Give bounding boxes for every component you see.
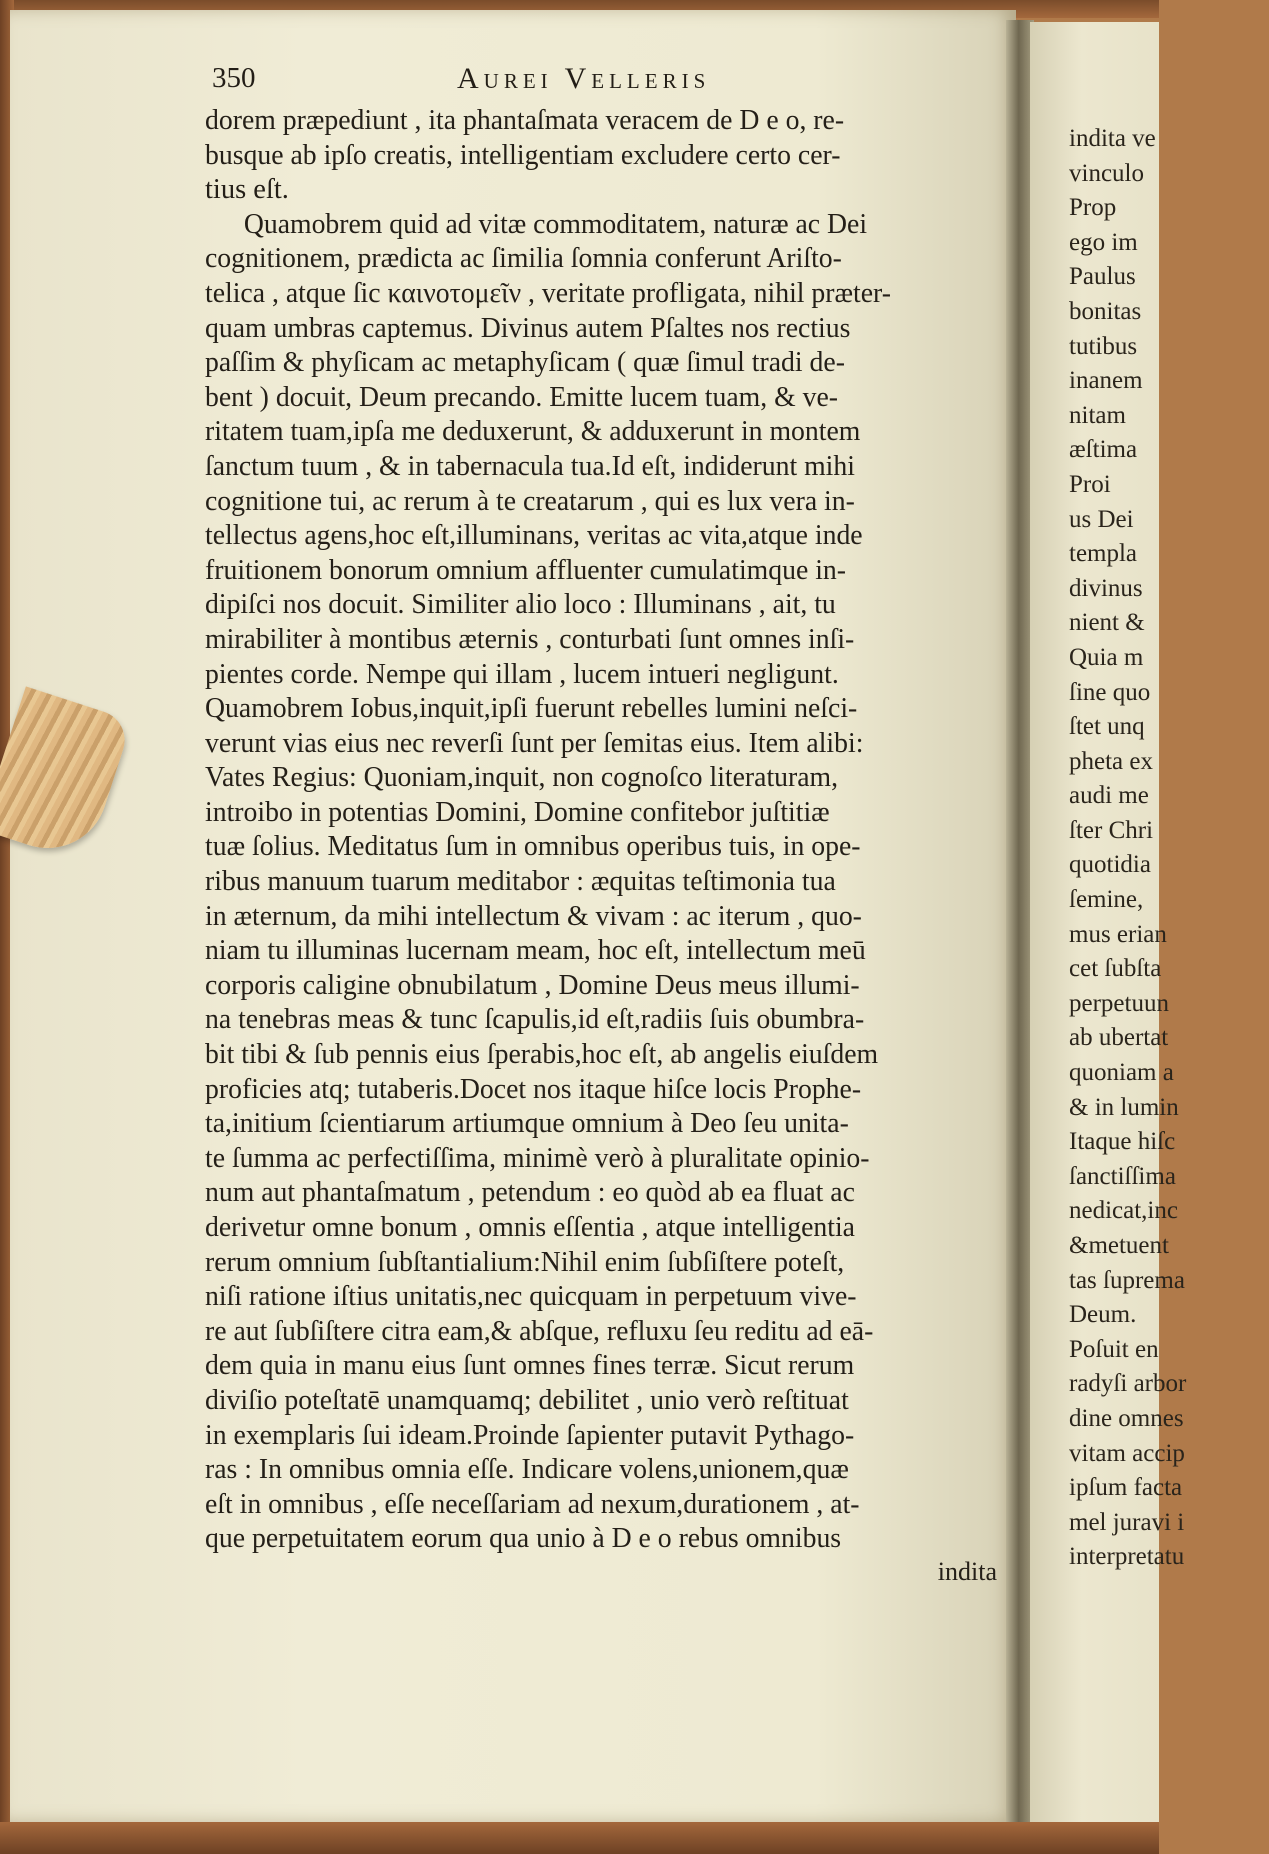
- text-line: niſi ratione iſtius unitatis,nec quicquam in perpetuum vive-: [205, 1281, 857, 1313]
- text-line: nient &: [1069, 609, 1145, 637]
- text-line: tius eſt.: [205, 174, 289, 206]
- text-line: templa: [1069, 540, 1138, 568]
- catchword: indita: [937, 1556, 997, 1586]
- text-line: dipiſci nos docuit. Similiter alio loco : Illuminans , ait, tu: [205, 589, 836, 621]
- text-line: proficies atq; tutaberis.Docet nos itaque hiſce locis Prophe-: [205, 1073, 862, 1105]
- text-line: Quia m: [1069, 643, 1144, 671]
- text-line: rerum omnium ſubſtantialium:Nihil enim ſubſiſtere poteſt,: [205, 1246, 845, 1278]
- text-line: Quamobrem quid ad vitæ commoditatem, naturæ ac Dei: [243, 208, 868, 240]
- text-line: mus erian: [1069, 920, 1167, 948]
- text-line: Vates Regius: Quoniam,inquit, non cognoſco literaturam,: [205, 762, 839, 794]
- text-line: quoniam a: [1069, 1059, 1174, 1087]
- text-line: æſtima: [1069, 436, 1138, 464]
- text-line: vitam accip: [1069, 1439, 1185, 1467]
- text-line: cet ſubſta: [1069, 955, 1162, 983]
- text-line: indita ve: [1069, 125, 1156, 152]
- text-line: interpretatu: [1069, 1543, 1185, 1571]
- text-line: ta,initium ſcientiarum artiumque omnium à Deo ſeu unita-: [205, 1108, 849, 1140]
- text-line: nedicat,inc: [1069, 1197, 1178, 1225]
- text-line: busque ab ipſo creatis, intelligentiam excludere certo cer-: [205, 139, 841, 171]
- text-line: cognitionem, prædicta ac ſimilia ſomnia conferunt Ariſto-: [205, 243, 842, 275]
- text-line: Prop: [1069, 194, 1117, 222]
- text-line: ſtet unq: [1069, 713, 1145, 741]
- text-line: radyſi arbor: [1069, 1370, 1187, 1398]
- text-line: ſanctiſſima: [1069, 1162, 1176, 1190]
- text-line: que perpetuitatem eorum qua unio à D e o rebus omnibus: [205, 1523, 842, 1555]
- text-line: tellectus agens,hoc eſt,illuminans, veritas ac vita,atque inde: [205, 520, 863, 552]
- text-line: vinculo: [1069, 159, 1144, 187]
- text-line: mirabiliter à montibus æternis , conturbati ſunt omnes inſi-: [205, 623, 855, 655]
- right-page-text: [1069, 122, 1269, 1575]
- text-line: derivetur omne bonum , omnis eſſentia , atque intelligentia: [205, 1212, 855, 1243]
- text-line: quotidia: [1069, 851, 1151, 879]
- text-line: tutibus: [1069, 332, 1138, 360]
- text-line: tuæ ſolius. Meditatus ſum in omnibus operibus tuis, in ope-: [205, 831, 861, 863]
- running-title: Aurei Velleris: [457, 62, 711, 95]
- text-line: audi me: [1069, 782, 1149, 810]
- text-line: mel juravi i: [1069, 1508, 1185, 1536]
- text-line: Poſuit en: [1069, 1335, 1159, 1363]
- text-line: telica , atque ſic καινοτομεῖν , veritate profligata, nihil præter-: [205, 277, 891, 309]
- text-line: nitam: [1069, 401, 1126, 429]
- text-line: Itaque hiſc: [1069, 1128, 1176, 1156]
- text-line: quam umbras captemus. Divinus autem Pſaltes nos rectius: [205, 312, 851, 344]
- text-line: ab ubertat: [1069, 1024, 1169, 1052]
- text-line: bonitas: [1069, 297, 1142, 325]
- text-line: paſſim & phyſicam ac metaphyſicam ( quæ ſimul tradi de-: [205, 347, 845, 379]
- text-line: dorem præpediunt , ita phantaſmata veracem de D e o, re-: [205, 105, 845, 136]
- text-line: bent ) docuit, Deum precando. Emitte lucem tuam, & ve-: [205, 381, 838, 413]
- left-page-text: [205, 104, 1017, 1587]
- text-line: ipſum facta: [1069, 1474, 1183, 1502]
- page-header: [212, 62, 1012, 102]
- text-line: in æternum, da mihi intellectum & vivam : ac iterum , quo-: [205, 900, 862, 932]
- text-line: in exemplaris ſui ideam.Proinde ſapienter putavit Pythago-: [205, 1419, 855, 1451]
- text-line: cognitione tui, ac rerum à te creatarum , qui es lux vera in-: [205, 485, 855, 517]
- text-line: ego im: [1069, 228, 1138, 256]
- text-line: fruitionem bonorum omnium affluenter cumulatimque in-: [205, 554, 847, 586]
- text-line: dine omnes: [1069, 1404, 1184, 1432]
- text-line: introibo in potentias Domini, Domine confitebor juſtitiæ: [205, 796, 830, 828]
- text-line: eſt in omnibus , eſſe neceſſariam ad nexum,durationem , at-: [205, 1488, 860, 1520]
- text-line: verunt vias eius nec reverſi ſunt per ſemitas eius. Item alibi:: [205, 727, 864, 759]
- text-line: Deum.: [1069, 1301, 1137, 1329]
- text-line: corporis caligine obnubilatum , Domine Deus meus illumi-: [205, 969, 860, 1001]
- text-line: ſter Chri: [1069, 816, 1154, 844]
- wooden-frame-bottom: [0, 1822, 1159, 1854]
- text-line: ribus manuum tuarum meditabor : æquitas teſtimonia tua: [205, 866, 836, 898]
- right-page: [1030, 22, 1187, 1822]
- text-line: ſine quo: [1069, 678, 1151, 706]
- text-line: &metuent: [1069, 1232, 1169, 1259]
- text-line: perpetuun: [1069, 989, 1169, 1017]
- text-line: na tenebras meas & tunc ſcapulis,id eſt,radiis ſuis obumbra-: [205, 1004, 865, 1036]
- text-line: num aut phantaſmatum , petendum : eo quòd ab ea fluat ac: [205, 1177, 855, 1209]
- text-line: niam tu illuminas lucernam meam, hoc eſt, intellectum meū: [205, 935, 866, 967]
- text-line: dem quia in manu eius ſunt omnes fines terræ. Sicut rerum: [205, 1350, 855, 1382]
- text-line: divinus: [1069, 574, 1143, 602]
- text-line: pheta ex: [1069, 747, 1153, 775]
- page-number: 350: [212, 62, 256, 94]
- text-line: ras : In omnibus omnia eſſe. Indicare volens,unionem,quæ: [205, 1454, 849, 1486]
- text-line: ritatem tuam,ipſa me deduxerunt, & adduxerunt in montem: [205, 416, 861, 448]
- text-line: inanem: [1069, 367, 1143, 395]
- text-line: bit tibi & ſub pennis eius ſperabis,hoc eſt, ab angelis eiuſdem: [205, 1039, 879, 1071]
- text-line: pientes corde. Nempe qui illam , lucem intueri negligunt.: [205, 658, 839, 690]
- text-line: re aut ſubſiſtere citra eam,& abſque, refluxu ſeu reditu ad eā-: [205, 1315, 874, 1347]
- text-line: diviſio poteſtatē unamquamq; debilitet , unio verò reſtituat: [205, 1384, 849, 1416]
- text-line: & in lumin: [1069, 1093, 1179, 1121]
- text-line: Quamobrem Iobus,inquit,ipſi fuerunt rebelles lumini neſci-: [205, 693, 858, 725]
- text-line: tas ſuprema: [1069, 1266, 1185, 1294]
- text-line: ſanctum tuum , & in tabernacula tua.Id eſt, indiderunt mihi: [205, 450, 855, 482]
- text-line: te ſumma ac perfectiſſima, minimè verò à pluralitate opinio-: [205, 1142, 870, 1174]
- text-line: us Dei: [1069, 505, 1134, 533]
- text-line: Paulus: [1069, 263, 1136, 291]
- text-line: Proi: [1069, 470, 1111, 498]
- text-line: ſemine,: [1069, 886, 1144, 914]
